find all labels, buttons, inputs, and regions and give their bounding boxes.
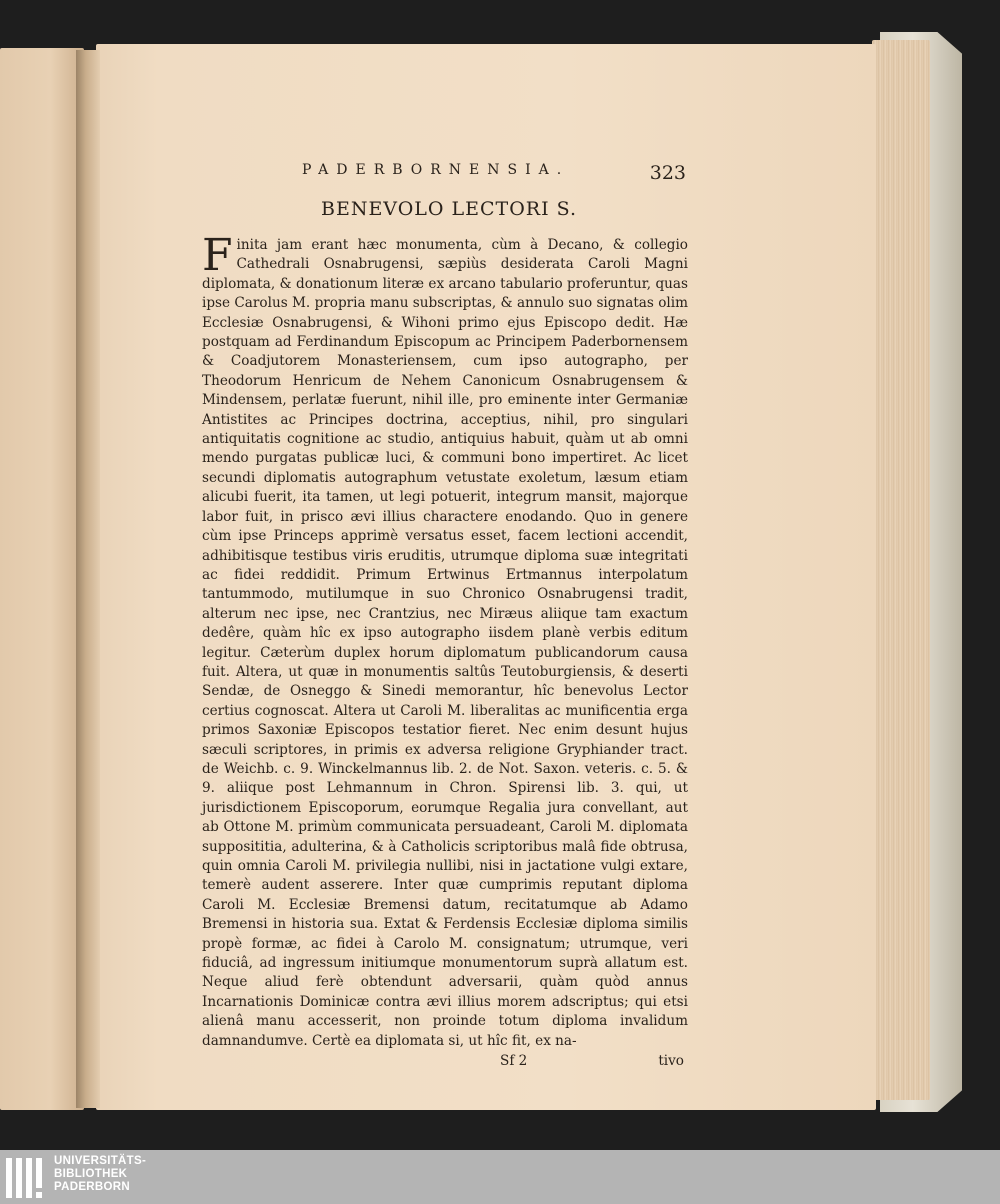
running-head-title: PADERBORNENSIA. [302,162,570,178]
text-block [202,160,688,1073]
running-head [202,160,688,188]
body-paragraph [202,230,688,1051]
library-name [54,1155,146,1194]
page-footer [202,1053,688,1073]
left-page [0,48,84,1110]
page-number: 323 [649,162,686,184]
book-gutter [76,50,100,1108]
library-banner [0,1150,1000,1204]
signature-mark: Sf 2 [500,1053,528,1070]
library-logo-icon [6,1158,52,1198]
drop-cap: F [202,230,233,281]
catchword: tivo [658,1053,684,1070]
page-block-edges [872,40,930,1100]
library-name-line-2: BIBLIOTHEK [54,1168,128,1180]
paragraph-text: inita jam erant hæc monumenta, cùm à Decano, & collegio Cathedrali Osnabrugensi, sæpiùs desiderata Caroli Magni diplomata, & donationum literæ ex arcano tabulario proferuntur, quas ipse Carolus M. propria manu subscriptas, & annulo suo signatas olim Ecclesiæ Osnabrugensi, & Wihoni primo ejus Episcopo dedit. Hæ postquam ad Ferdinandum Episcopum ac Principem Paderbornensem & Coadjutorem Monasteriensem, cum ipso autographo, per Theodorum Henricum de Nehem Canonicum Osnabrugensem & Mindensem, perlatæ fuerunt, nihil ille, pro eminente inter Germaniæ Antistites ac Principes doctrina, acceptius, nihil, pro singulari antiquitatis cognitione ac studio, antiquius habuit, quàm ut ab omni mendo purgatas publicæ luci, & communi bono impertiret. Ac licet secundi diplomatis autographum vetustate exoletum, læsum etiam alicubi fuerit, ita tamen, ut legi potuerit, integrum mansit, majorque labor fuit, in prisco ævi illius charactere enodando. Quo in genere cùm ipse Princeps apprimè versatus esset, facem lectioni accendit, adhibitisque testibus viris eruditis, utrumque diploma suæ integritati ac fidei reddidit. Primum Ertwinus Ertmannus interpolatum tantummodo, mutilumque in suo Chronico Osnabrugensi tradit, alterum nec ipse, nec Crantzius, nec Miræus aliique tam exactum dedêre, quàm hîc ex ipso autographo iisdem planè verbis editum legitur. Cæterùm duplex horum diplomatum publicandorum causa fuit. Altera, ut quæ in monumentis saltûs Teutoburgiensis, & deserti Sendæ, de Osneggo & Sinedi memorantur, hîc benevolus Lector certius cognoscat. Altera ut Caroli M. liberalitas ac munificentia erga primos Saxoniæ Episcopos testatior fieret. Nec enim desunt hujus sæculi scriptores, in primis ex adversa religione Gryphiander tract. de Weichb. c. 9. Winckelmannus lib. 2. de Not. Saxon. veteris. c. 5. & 9. aliique post Lehmannum in Chron. Spirensi lib. 3. qui, ut jurisdictionem Episcoporum, eorumque Regalia jura convellant, aut ab Ottone M. primùm communicata persuadeant, Caroli M. diplomata supposititia, adulterina, & à Catholicis scriptoribus malâ fide obtrusa, quin omnia Caroli M. privilegia nullibi, nisi in jactatione vulgi extare, temerè audent asserere. Inter quæ cumprimis reputant diploma Caroli M. Ecclesiæ Bremensi datum, recitatumque ab Adamo Bremensi in historia sua. Extat & Ferdensis Ecclesiæ diploma similis propè formæ, ac fidei à Carolo M. consignatum; utrumque, veri fiduciâ, ad ingressum initiumque monumentorum suprà allatum est. Neque aliud ferè obtendunt adversarii, quàm quòd annus Incarnationis Dominicæ contra ævi illius morem adscriptus; qui etsi alienâ manu accesserit, non proinde totum diploma invalidum damnandumve. Certè ea diplomata si, ut hîc fit, ex na- [202,237,688,1049]
library-name-line-3: PADERBORN [54,1181,130,1193]
library-name-line-1: UNIVERSITÄTS- [54,1155,147,1167]
section-heading: BENEVOLO LECTORI S. [320,198,578,220]
